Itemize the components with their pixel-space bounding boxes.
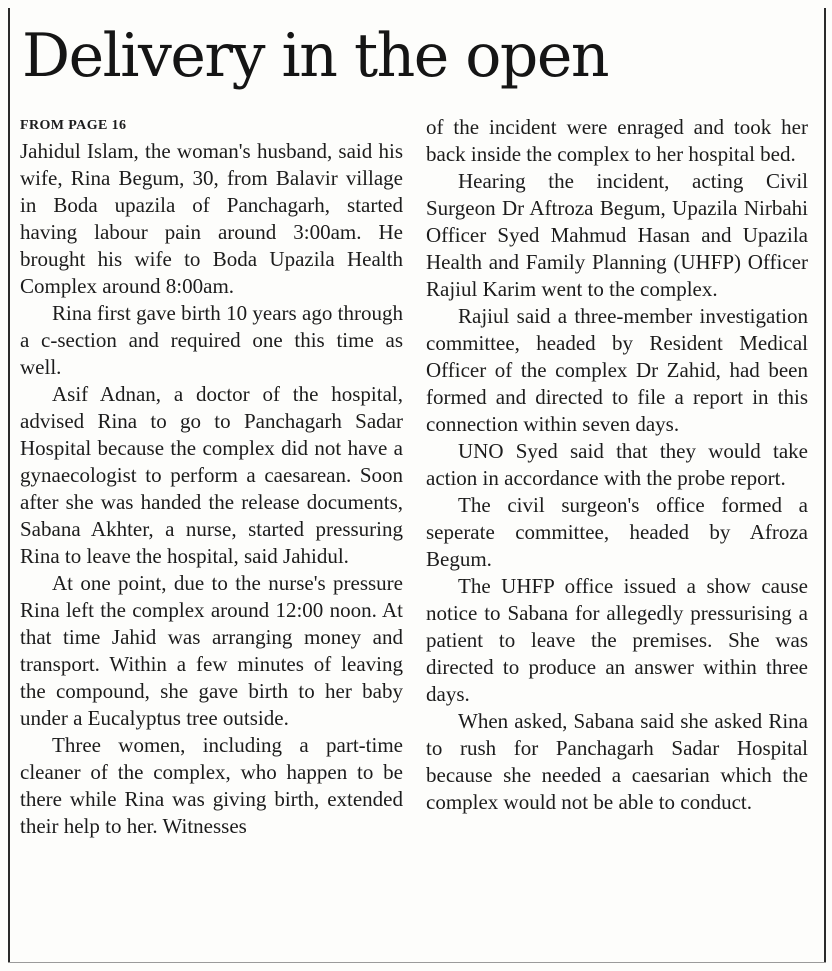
paragraph: Hearing the incident, acting Civil Surgeon Dr Aftroza Begum, Upazila Nirbahi Officer Syed Mahmud Hasan and Upazila Health and Family Planning (UHFP) Officer Rajiul Karim went to the complex. (426, 169, 808, 301)
bottom-border-rule (8, 962, 826, 963)
right-border-rule (824, 8, 826, 963)
paragraph: The UHFP office issued a show cause notice to Sabana for allegedly pressurising a patient to leave the premises. She was directed to produce an answer within three days. (426, 574, 808, 706)
paragraph: of the incident were enraged and took her back inside the complex to her hospital bed. (426, 115, 808, 166)
paragraph: When asked, Sabana said she asked Rina to rush for Panchagarh Sadar Hospital because she needed a caesarian which the complex would not be able to conduct. (426, 709, 808, 814)
paragraph: Rajiul said a three-member investigation committee, headed by Resident Medical Officer of the complex Dr Zahid, had been formed and directed to file a report in this connection within seven days. (426, 304, 808, 436)
left-column (20, 114, 403, 840)
paragraph: At one point, due to the nurse's pressure Rina left the complex around 12:00 noon. At that time Jahid was arranging money and transport. Within a few minutes of leaving the compound, she gave birth to her baby under a Eucalyptus tree outside. (20, 571, 403, 730)
paragraph: The civil surgeon's office formed a seperate committee, headed by Afroza Begum. (426, 493, 808, 571)
paragraph: Three women, including a part-time cleaner of the complex, who happen to be there while Rina was giving birth, extended their help to her. Witnesses (20, 733, 403, 838)
right-column (426, 114, 808, 816)
paragraph: Asif Adnan, a doctor of the hospital, advised Rina to go to Panchagarh Sadar Hospital because the complex did not have a gynaecologist to perform a caesarean. Soon after she was handed the release documents, Sabana Akhter, a nurse, started pressuring Rina to leave the hospital, said Jahidul. (20, 382, 403, 568)
headline: Delivery in the open (22, 21, 608, 91)
paragraph: Rina first gave birth 10 years ago through a c-section and required one this time as well. (20, 301, 403, 379)
jump-label: FROM PAGE 16 (20, 118, 127, 133)
left-border-rule (8, 8, 10, 963)
paragraph: Jahidul Islam, the woman's husband, said his wife, Rina Begum, 30, from Balavir village in Boda upazila of Panchagarh, started having labour pain around 3:00am. He brought his wife to Boda Upazila Health Complex around 8:00am. (20, 139, 403, 298)
paragraph: UNO Syed said that they would take action in accordance with the probe report. (426, 439, 808, 490)
